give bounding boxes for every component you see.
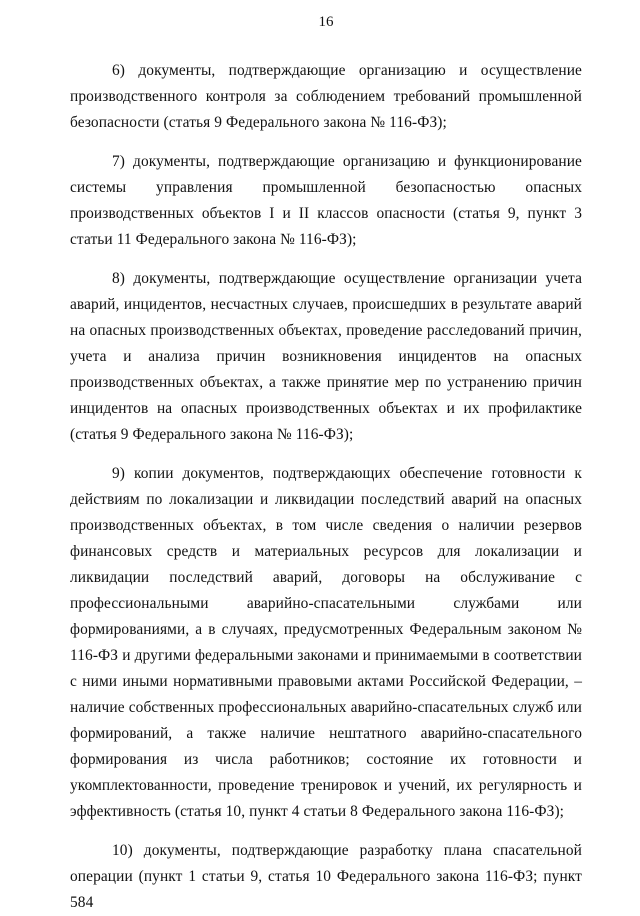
list-item-8: 8) документы, подтверждающие осуществление организации учета аварий, инцидентов, несчастных случаев, происшедших в результате аварий на опасных производственных объектах, проведение расследований причин, учета и анализа причин возникновения инцидентов на опасных производственных объектах, а также принятие мер по устранению причин инцидентов на опасных производственных объектах и их профилактике (статья 9 Федерального закона № 116-ФЗ);: [70, 270, 582, 443]
list-item-10: 10) документы, подтверждающие разработку плана спасательной операции (пункт 1 статьи 9, статья 10 Федерального закона 116-ФЗ; пункт 584: [70, 842, 582, 911]
page-number: 16: [318, 14, 334, 30]
list-item-7: 7) документы, подтверждающие организацию и функционирование системы управления промышленной безопасностью опасных производственных объектов I и II классов опасности (статья 9, пункт 3 статьи 11 Федерального закона № 116-ФЗ);: [70, 153, 582, 248]
list-item-6: 6) документы, подтверждающие организацию и осуществление производственного контроля за соблюдением требований промышленной безопасности (статья 9 Федерального закона № 116-ФЗ);: [70, 62, 582, 131]
list-item-9: 9) копии документов, подтверждающих обеспечение готовности к действиям по локализации и ликвидации последствий аварий на опасных производственных объектах, в том числе сведения о наличии резервов финансовых средств и материальных ресурсов для локализации и ликвидации последствий аварий, договоры на обслуживание с профессиональными аварийно-спасательными службами или формированиями, а в случаях, предусмотренных Федеральным законом № 116-ФЗ и другими федеральными законами и принимаемыми в соответствии с ними иными нормативными правовыми актами Российской Федерации, – наличие собственных профессиональных аварийно-спасательных служб или формирований, а также наличие нештатного аварийно-спасательного формирования из числа работников; состояние их готовности и укомплектованности, проведение тренировок и учений, их регулярность и эффективность (статья 10, пункт 4 статьи 8 Федерального закона 116-ФЗ);: [70, 465, 582, 820]
